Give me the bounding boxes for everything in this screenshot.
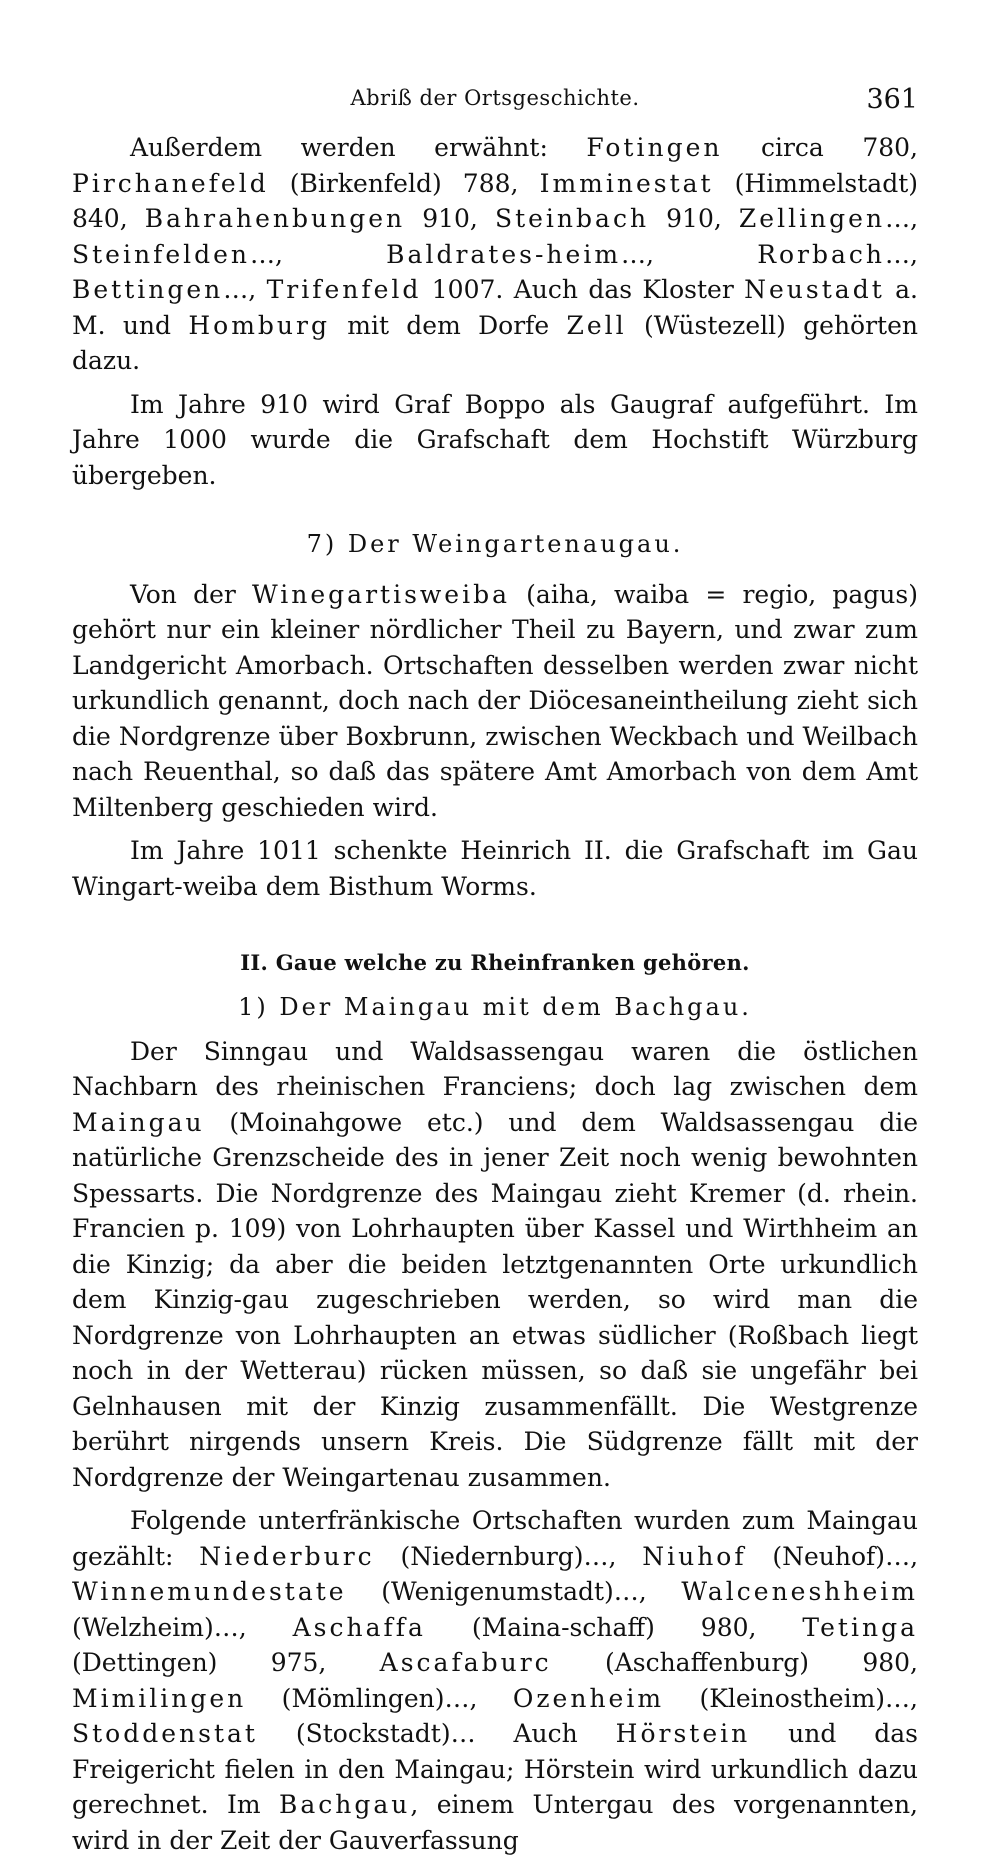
paragraph-boppo: Im Jahre 910 wird Graf Boppo als Gaugraf aufgeführt. Im Jahre 1000 wurde die Grafschaft dem Hochstift Würzburg übergeben. [72, 389, 918, 490]
text-run: (Wenigenumstadt)…, [346, 1577, 682, 1606]
place-name: Bachgau [278, 1790, 411, 1819]
place-name: Tetinga [802, 1612, 918, 1642]
paragraph-places-mentioned [72, 130, 918, 379]
text-run: (Welzheim)…, [72, 1612, 293, 1642]
place-name: Neustadt [744, 275, 885, 304]
text-run: (Moinahgowe etc.) und dem Waldsassengau die natürliche Grenzscheide des in jener Zeit noch wenig bewohnten Spessarts. Die Nordgrenze des Maingau zieht Kremer (d. rhein. Francien p. 109) von Lohrhaupten über Kassel und Wirthheim an die Kinzig; da aber die beiden letztgenannten Orte urkundlich dem Kinzig-gau zugeschrieben werden, so wird man die Nordgrenze von Lohrhaupten an etwas südlicher (Roßbach liegt noch in der Wetterau) rücken müssen, so daß sie ungefähr bei Gelnhausen mit der Kinzig zusammenfällt. Die Westgrenze berührt nirgends unsern Kreis. Die Südgrenze fällt mit der Nordgrenze der Weingartenau zusammen. [72, 1107, 918, 1492]
text-run: Von der [130, 579, 253, 609]
text-run: circa 780, [722, 133, 918, 162]
text-run: und das Freigericht fielen in den Maingau; Hörstein wird urkundlich dazu gerechnet. Im [72, 1719, 919, 1819]
page-header [72, 86, 918, 118]
place-name: Imminestat [539, 168, 714, 198]
text-run: (Himmelstadt) 840, [72, 168, 918, 233]
place-name: Baldrates-heim [386, 239, 622, 269]
text-run: (aiha, waiba = regio, pagus) gehört nur ein kleiner nördlicher Theil zu Bayern, und zwar zum Landgericht Amorbach. Ortschaften desselben werden zwar nicht urkundlich genannt, doch nach der Diöcesaneintheilung zieht sich die Nordgrenze über Boxbrunn, zwischen Weckbach und Weilbach nach Reuenthal, so daß das spätere Amt Amorbach von dem Amt Miltenberg geschieden wird. [72, 579, 918, 822]
text-run: 1007. Auch das Kloster [421, 275, 745, 304]
place-name: Niuhof [642, 1541, 747, 1571]
section-title: II. Gaue welche zu Rheinfranken gehören. [240, 950, 750, 975]
place-name: Winnemundestate [72, 1577, 347, 1606]
place-name: Stoddenstat [72, 1719, 258, 1748]
text-run: Folgende unterfränkische Ortschaften wurden zum Maingau gezählt: [72, 1506, 918, 1571]
text-run: 910, [649, 204, 739, 233]
text-run: …, [223, 275, 267, 304]
text-run: (Wüstezell) gehörten dazu. [72, 310, 918, 375]
place-name: Zellingen [738, 204, 886, 233]
heading-weingartenaugau: 7) Der Weingartenaugau. [306, 530, 684, 558]
place-name: Walceneshheim [681, 1577, 918, 1606]
heading-maingau: 1) Der Maingau mit dem Bachgau. [238, 993, 752, 1021]
place-name: Niederburc [199, 1541, 375, 1571]
text-run: (Aschaffenburg) 980, [551, 1648, 918, 1677]
paragraph-winegartisweiba [72, 577, 918, 826]
place-name: Bettingen [72, 275, 224, 304]
paragraph-maingau-places [72, 1503, 918, 1858]
text-run: (Neuhof)…, [746, 1541, 919, 1571]
place-name: Trifenfeld [266, 275, 422, 304]
text-run: …, [250, 239, 387, 269]
place-name: Ozenheim [512, 1683, 665, 1713]
place-name: Winegartisweiba [252, 579, 510, 609]
place-name: Homburg [188, 310, 330, 340]
page-number: 361 [866, 84, 918, 115]
paragraph-heinrich: Im Jahre 1011 schenkte Heinrich II. die Grafschaft im Gau Wingart-weiba dem Bisthum Worms. [72, 836, 918, 901]
place-name: Pirchanefeld [72, 168, 269, 198]
text-run: …, [885, 204, 919, 233]
place-name: Ascafaburc [379, 1648, 552, 1677]
text-run: , einem Untergau des vorgenannten, wird in der Zeit der Gauverfassung [72, 1790, 919, 1855]
text-run: (Stockstadt)… Auch [257, 1719, 616, 1748]
text-run: …, [885, 239, 918, 269]
text-run: (Niedernburg)…, [374, 1541, 643, 1571]
place-name: Rorbach [757, 239, 886, 269]
running-head: Abriß der Ortsgeschichte. [350, 86, 640, 110]
place-name: Maingau [72, 1107, 205, 1137]
paragraph-maingau-borders [72, 1034, 918, 1496]
text-run: Der Sinngau und Waldsassengau waren die östlichen Nachbarn des rheinischen Franciens; doch lag zwischen dem [72, 1036, 918, 1101]
place-name: Fotingen [586, 133, 723, 162]
place-name: Aschaffa [292, 1612, 426, 1642]
text-run: 910, [405, 204, 495, 233]
text-run: a. M. und [72, 275, 918, 340]
text-run: (Maina-schaff) 980, [425, 1612, 803, 1642]
text-run: Außerdem werden erwähnt: [130, 133, 587, 162]
place-name: Steinbach [494, 204, 650, 233]
place-name: Steinfelden [72, 239, 251, 269]
place-name: Mimilingen [72, 1683, 247, 1713]
text-run: (Birkenfeld) 788, [268, 168, 540, 198]
place-name: Bahrahenbungen [144, 204, 406, 233]
text-run: mit dem Dorfe [329, 310, 567, 340]
text-run: (Kleinostheim)…, [664, 1683, 918, 1713]
place-name: Hörstein [615, 1719, 751, 1748]
page-body [72, 130, 918, 1858]
text-run: …, [621, 239, 758, 269]
text-run: (Mömlingen)…, [246, 1683, 513, 1713]
text-run: (Dettingen) 975, [72, 1648, 380, 1677]
place-name: Zell [566, 310, 627, 340]
